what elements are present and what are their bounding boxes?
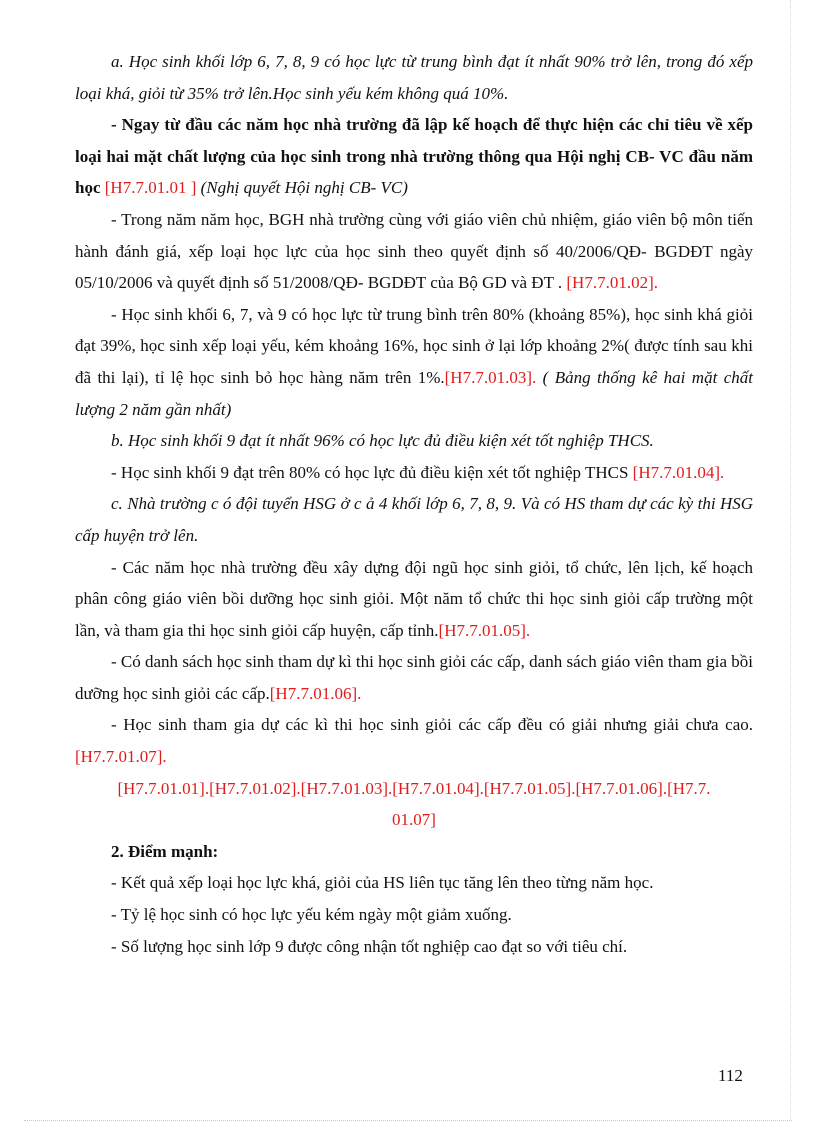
- paragraph-gifted: [75, 552, 753, 647]
- evidence-ref[interactable]: [H7.7.01.07].: [75, 747, 167, 767]
- paragraph-awards-text: - Học sinh tham gia dự các kì thi học sinh giỏi các cấp đều có giải nhưng giải chưa cao.: [111, 715, 753, 735]
- evidence-note: ( Bảng thống kê hai mặt chất lượng 2 năm gần nhất): [75, 367, 753, 419]
- paragraph-lists: [75, 646, 753, 709]
- paragraph-plan: [75, 109, 753, 204]
- evidence-ref[interactable]: [H7.7.01.01 ]: [104, 178, 197, 198]
- strength-item: - Số lượng học sinh lớp 9 được công nhận tốt nghiệp cao đạt so với tiêu chí.: [111, 936, 628, 956]
- paragraph-graduation: [75, 457, 753, 489]
- evidence-reference-list[interactable]: [75, 773, 753, 836]
- paragraph-results: [75, 299, 753, 425]
- paragraph-awards: [75, 709, 753, 772]
- paragraph-evaluation: [75, 204, 753, 299]
- page-edge-bottom: [24, 1120, 792, 1121]
- evidence-reference-line-2: 01.07]: [392, 810, 436, 830]
- strength-item: - Tỷ lệ học sinh có học lực yếu kém ngày một giảm xuống.: [111, 905, 512, 925]
- evidence-ref[interactable]: [H7.7.01.04].: [632, 462, 725, 482]
- strength-item: - Kết quả xếp loại học lực khá, giỏi của HS liên tục tăng lên theo từng năm học.: [111, 873, 654, 893]
- page-number: 112: [718, 1066, 743, 1085]
- document-body: [75, 46, 753, 962]
- section-heading-strengths: 2. Điểm mạnh:: [111, 841, 219, 861]
- evidence-ref[interactable]: [H7.7.01.02].: [566, 273, 658, 293]
- evidence-ref[interactable]: [H7.7.01.05].: [438, 620, 531, 640]
- paragraph-plan-text: - Ngay từ đầu các năm học nhà trường đã lập kế hoạch để thực hiện các chỉ tiêu về xếp loại hai mặt chất lượng của học sinh trong nhà trường thông qua Hội nghị CB- VC đầu năm học: [75, 115, 753, 198]
- criterion-a: a. Học sinh khối lớp 6, 7, 8, 9 có học lực từ trung bình đạt ít nhất 90% trở lên, trong đó xếp loại khá, giỏi từ 35% trở lên.Học sinh yếu kém không quá 10%.: [75, 52, 753, 103]
- evidence-ref[interactable]: [H7.7.01.06].: [269, 683, 362, 703]
- evidence-reference-line-1: [H7.7.01.01].[H7.7.01.02].[H7.7.01.03].[H7.7.01.04].[H7.7.01.05].[H7.7.01.06].[H7.7.: [117, 778, 711, 798]
- evidence-note: (Nghị quyết Hội nghị CB- VC): [196, 178, 408, 198]
- paragraph-graduation-text: - Học sinh khối 9 đạt trên 80% có học lực đủ điều kiện xét tốt nghiệp THCS: [111, 462, 633, 482]
- page-edge-right: [790, 0, 791, 1120]
- paragraph-gifted-text: - Các năm học nhà trường đều xây dựng đội ngũ học sinh giỏi, tổ chức, lên lịch, kế hoạch phân công giáo viên bồi dưỡng học sinh giỏi. Một năm tổ chức thi học sinh giỏi cấp trường một lần, và tham gia thi học sinh giỏi cấp huyện, cấp tỉnh.: [75, 557, 753, 640]
- evidence-ref[interactable]: [H7.7.01.03].: [444, 367, 537, 387]
- paragraph-evaluation-text: - Trong năm năm học, BGH nhà trường cùng với giáo viên chủ nhiệm, giáo viên bộ môn tiến hành đánh giá, xếp loại học lực của học sinh theo quyết định số 40/2006/QĐ- BGDĐT ngày 05/10/2006 và quyết định số 51/2008/QĐ- BGDĐT của Bộ GD và ĐT .: [75, 209, 753, 293]
- paragraph-lists-text: - Có danh sách học sinh tham dự kì thi học sinh giỏi các cấp, danh sách giáo viên tham gia bồi dưỡng học sinh giỏi các cấp.: [75, 652, 753, 703]
- criterion-b: b. Học sinh khối 9 đạt ít nhất 96% có học lực đủ điều kiện xét tốt nghiệp THCS.: [111, 431, 654, 451]
- criterion-c: c. Nhà trường c ó đội tuyển HSG ở c ả 4 khối lớp 6, 7, 8, 9. Và có HS tham dự các kỳ thi HSG cấp huyện trở lên.: [75, 494, 753, 545]
- paragraph-results-text: - Học sinh khối 6, 7, và 9 có học lực từ trung bình trên 80% (khoảng 85%), học sinh khá giỏi đạt 39%, học sinh xếp loại yếu, kém khoảng 16%, học sinh ở lại lớp khoảng 2%( được tính sau khi đã thi lại), tỉ lệ học sinh bỏ học hàng năm trên 1%.: [75, 304, 753, 387]
